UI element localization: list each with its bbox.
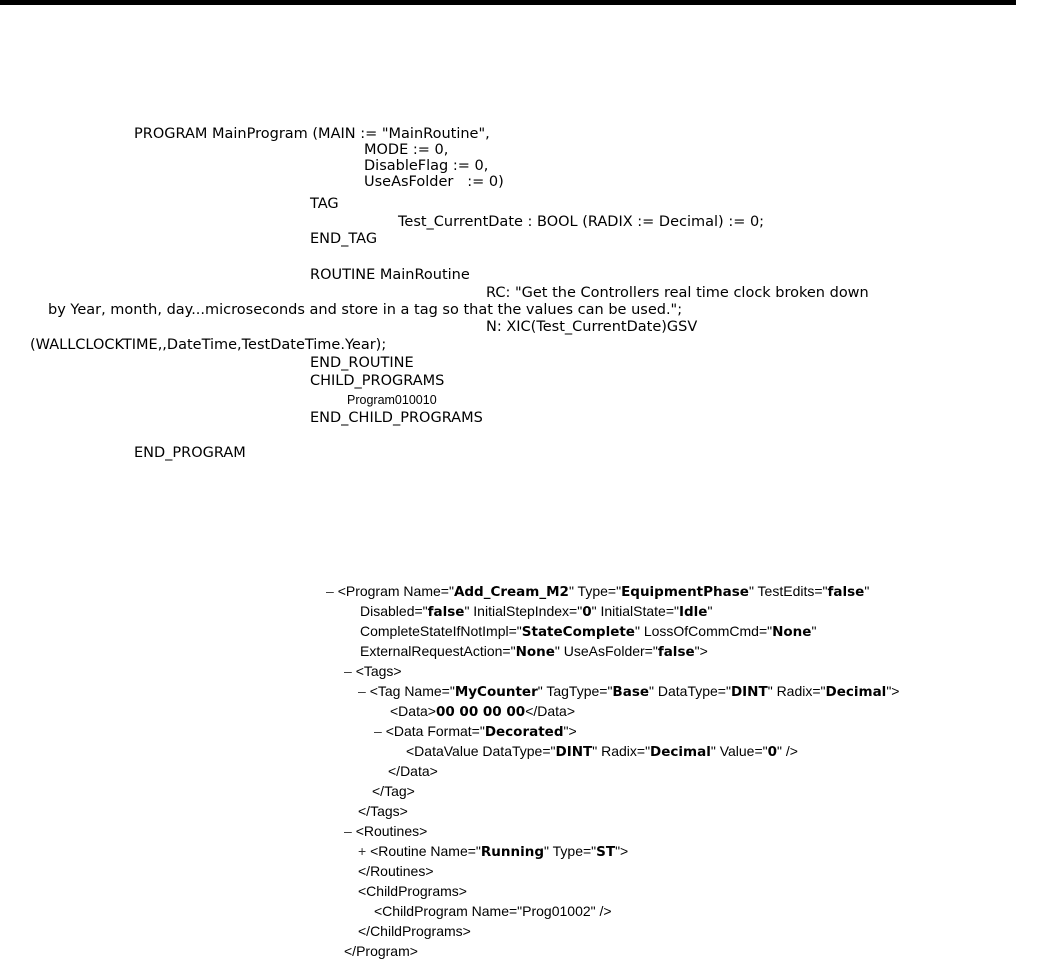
xml-program-attrs-2: Disabled="false" InitialStepIndex="0" InitialState="Idle" [360, 603, 713, 620]
xml-program-attrs-3: CompleteStateIfNotImpl="StateComplete" LossOfCommCmd="None" [360, 623, 817, 640]
xml-data-format-close: </Data> [388, 763, 438, 779]
code-line-mode: MODE := 0, [364, 142, 449, 158]
code-line-disableflag: DisableFlag := 0, [364, 158, 489, 174]
code-line-end-tag: END_TAG [310, 231, 378, 247]
code-line-rung-cont: (WALLCLOCKTIME,,DateTime,TestDateTime.Year); [30, 337, 387, 353]
expand-toggle[interactable]: + [358, 843, 367, 859]
xml-routines-close: </Routines> [358, 863, 434, 879]
code-line-useasfolder: UseAsFolder := 0) [364, 174, 504, 190]
xml-tag-close: </Tag> [372, 783, 415, 799]
code-line-tag-declaration: Test_CurrentDate : BOOL (RADIX := Decimal) := 0; [398, 214, 765, 230]
code-line-child-program: Program010010 [347, 393, 437, 407]
collapse-toggle[interactable]: – [358, 683, 366, 699]
code-line-routine: ROUTINE MainRoutine [310, 267, 470, 283]
xml-data-raw: <Data>00 00 00 00</Data> [390, 703, 576, 720]
xml-tree-view [0, 580, 1056, 960]
collapse-toggle[interactable]: – [344, 663, 352, 679]
xml-data-format-open: – <Data Format="Decorated"> [374, 723, 577, 740]
code-line-end-routine: END_ROUTINE [310, 355, 414, 371]
xml-program-attrs-4: ExternalRequestAction="None" UseAsFolder="false"> [360, 643, 708, 660]
xml-routines-open: – <Routines> [344, 823, 428, 839]
xml-tags-open: – <Tags> [344, 663, 402, 679]
xml-childprograms-open: <ChildPrograms> [358, 883, 467, 899]
code-line-rung-comment: RC: "Get the Controllers real time clock broken down [486, 285, 869, 301]
collapse-toggle[interactable]: – [374, 723, 382, 739]
code-line-rung-comment-cont: by Year, month, day...microseconds and store in a tag so that the values can be used."; [48, 302, 683, 318]
xml-routine: + <Routine Name="Running" Type="ST"> [358, 843, 629, 860]
xml-tags-close: </Tags> [358, 803, 408, 819]
collapse-toggle[interactable]: – [326, 583, 334, 599]
collapse-toggle[interactable]: – [344, 823, 352, 839]
xml-datavalue: <DataValue DataType="DINT" Radix="Decimal" Value="0" /> [406, 743, 798, 760]
code-line-child-programs: CHILD_PROGRAMS [310, 373, 445, 389]
code-line-rung: N: XIC(Test_CurrentDate)GSV [486, 319, 698, 335]
xml-program-close: </Program> [344, 943, 418, 959]
xml-childprogram: <ChildProgram Name="Prog01002" /> [374, 903, 612, 919]
code-line-program: PROGRAM MainProgram (MAIN := "MainRoutine", [134, 126, 490, 142]
code-line-end-child-programs: END_CHILD_PROGRAMS [310, 410, 483, 426]
xml-tag-open: – <Tag Name="MyCounter" TagType="Base" DataType="DINT" Radix="Decimal"> [358, 683, 900, 700]
xml-childprograms-close: </ChildPrograms> [358, 923, 471, 939]
l5k-program-listing [0, 0, 1056, 470]
xml-program-open: – <Program Name="Add_Cream_M2" Type="EquipmentPhase" TestEdits="false" [326, 583, 870, 600]
code-line-tag: TAG [310, 196, 339, 212]
code-line-end-program: END_PROGRAM [134, 445, 246, 461]
